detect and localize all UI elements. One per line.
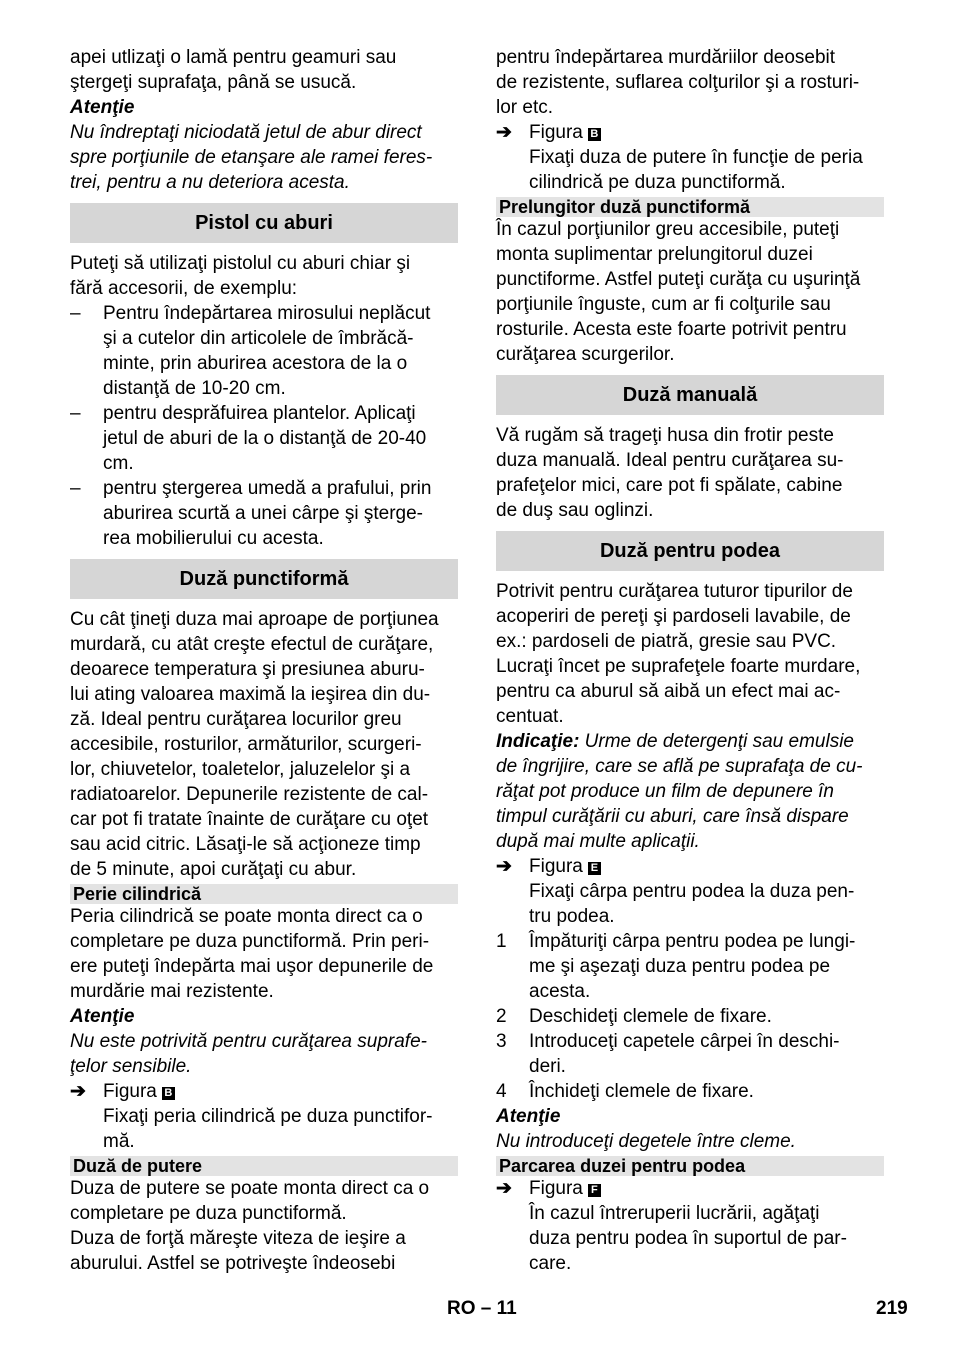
step-item: 1 Împăturiţi cârpa pentru podea pe lungi- me şi aşezaţi duza pentru podea pe acesta. bbox=[496, 931, 856, 1002]
arrow-right-icon: ➔ bbox=[496, 856, 512, 877]
atentie-label: Atenţie bbox=[70, 97, 135, 118]
figure-letter-icon: F bbox=[588, 1184, 601, 1197]
subheading-parcare: Parcarea duzei pentru podea bbox=[496, 1156, 884, 1176]
figure-letter-icon: E bbox=[588, 862, 601, 875]
manuala-text: Vă rugăm să trageţi husa din frotir peste duza manuală. Ideal pentru curăţarea su- prafeţelor mici, care pot fi spălate, cabine de duş sau oglinzi. bbox=[496, 425, 844, 521]
figure-reference: ➔ Figura E bbox=[496, 854, 884, 879]
indicatie-note: Indicaţie: Urme de detergenţi sau emulsie de îngrijire, care se află pe suprafaţa de cu- răţat pot produce un film de depunere în timpul curăţării cu aburi, care însă dispare după mai multe aplicaţii. bbox=[496, 731, 863, 852]
page-section-label: RO – 11 bbox=[447, 1298, 517, 1319]
atentie-label: Atenţie bbox=[496, 1106, 561, 1127]
figure-instruction: Fixaţi duza de putere în funcţie de peria cilindrică pe duza punctiformă. bbox=[529, 147, 863, 193]
indicatie-label: Indicaţie: bbox=[496, 731, 580, 752]
subheading-perie: Perie cilindrică bbox=[70, 884, 458, 904]
page-number: 219 bbox=[876, 1298, 908, 1319]
arrow-right-icon: ➔ bbox=[496, 122, 512, 143]
figure-instruction: În cazul întreruperii lucrării, agăţaţi duza pentru podea în suportul de par- care. bbox=[529, 1203, 847, 1274]
figure-instruction: Fixaţi cârpa pentru podea la duza pen- tru podea. bbox=[529, 881, 855, 927]
right-column bbox=[496, 45, 884, 1276]
figure-letter-icon: B bbox=[588, 128, 601, 141]
list-item: – Pentru îndepărtarea mirosului neplăcut şi a cutelor din articolele de îmbrăcă- minte, prin aburirea acestora de la o distanţă de 10-20 cm. bbox=[70, 303, 431, 399]
podea-text: Potrivit pentru curăţarea tuturor tipurilor de acoperiri de pereţi şi pardoseli lavabile, de ex.: pardoseli de piatră, gresie sau PVC. Lucraţi încet pe suprafeţele foarte murdare, pentru ca aburul să aibă un efect mai ac- centuat. bbox=[496, 581, 861, 727]
section-heading-podea: Duză pentru podea bbox=[496, 531, 884, 571]
intro-text: apei utlizaţi o lamă pentru geamuri sau ştergeţi suprafaţa, până se usucă. bbox=[70, 47, 397, 93]
figure-reference: ➔ Figura B bbox=[70, 1079, 458, 1104]
subheading-putere: Duză de putere bbox=[70, 1156, 458, 1176]
figure-reference: ➔ Figura F bbox=[496, 1176, 884, 1201]
left-column bbox=[70, 45, 458, 1276]
step-item: 3 Introduceţi capetele cârpei în deschi- deri. bbox=[496, 1031, 840, 1077]
prelungitor-text: În cazul porţiunilor greu accesibile, puteţi monta suplimentar prelungitorul duzei punctiforme. Astfel puteţi curăţa cu uşurinţă porţiunile înguste, cum ar fi colţurile sau rosturile. Acesta este foarte potrivit pentru curăţarea scurgerilor. bbox=[496, 219, 861, 365]
arrow-right-icon: ➔ bbox=[496, 1178, 512, 1199]
pistol-text: Puteţi să utilizaţi pistolul cu aburi chiar şi fără accesorii, de exemplu: bbox=[70, 253, 411, 299]
subheading-prelungitor: Prelungitor duză punctiformă bbox=[496, 197, 884, 217]
perie-text: Peria cilindrică se poate monta direct ca o completare pe duza punctiformă. Prin peri- ere puteţi îndepărta mai uşor depunerile de murdărie mai rezistente. bbox=[70, 906, 434, 1002]
list-item: – pentru desprăfuirea plantelor. Aplicaţi jetul de aburi de la o distanţă de 20-40 cm. bbox=[70, 403, 427, 474]
figure-letter-icon: B bbox=[162, 1087, 175, 1100]
punctiforma-text: Cu cât ţineţi duza mai aproape de porţiunea murdară, cu atât creşte efectul de curăţare, deoarece temperatura şi presiunea aburu- lui ating valoarea maximă la ieşirea din du- ză. Ideal pentru curăţarea locurilor greu accesibile, rosturilor, armăturilor, scurgeri- lor, chiuvetelor, toaletelor, jaluzelelor şi a radiatoarelor. Depunerile rezistente de cal- car pot fi tratate înainte de curăţare cu oţet sau acid citric. Lăsaţi-le să acţioneze timp de 5 minute, apoi curăţaţi cu abur. bbox=[70, 609, 439, 880]
putere-continued-text: pentru îndepărtarea murdăriilor deosebit de rezistente, suflarea colţurilor şi a rosturi- lor etc. bbox=[496, 47, 860, 118]
figure-instruction: Fixaţi peria cilindrică pe duza punctifor- mă. bbox=[103, 1106, 433, 1152]
arrow-right-icon: ➔ bbox=[70, 1081, 86, 1102]
atentie-text: Nu îndreptaţi niciodată jetul de abur direct spre porţiunile de etanşare ale ramei feres- trei, pentru a nu deteriora acesta. bbox=[70, 122, 433, 193]
list-item: – pentru ştergerea umedă a prafului, prin aburirea scurtă a unei cârpe şi şterge- rea mobilierului cu acesta. bbox=[70, 478, 432, 549]
figure-reference: ➔ Figura B bbox=[496, 120, 884, 145]
atentie-label: Atenţie bbox=[70, 1006, 135, 1027]
section-heading-punctiforma: Duză punctiformă bbox=[70, 559, 458, 599]
atentie-text: Nu introduceţi degetele între cleme. bbox=[496, 1131, 796, 1152]
putere-text: Duza de putere se poate monta direct ca o completare pe duza punctiformă. Duza de forţă măreşte viteza de ieşire a aburului. Astfel se potriveşte îndeosebi bbox=[70, 1178, 430, 1274]
atentie-text: Nu este potrivită pentru curăţarea suprafe- ţelor sensibile. bbox=[70, 1031, 427, 1077]
step-item: 2 Deschideţi clemele de fixare. bbox=[496, 1006, 772, 1027]
section-heading-pistol: Pistol cu aburi bbox=[70, 203, 458, 243]
step-item: 4 Închideţi clemele de fixare. bbox=[496, 1081, 754, 1102]
section-heading-manuala: Duză manuală bbox=[496, 375, 884, 415]
